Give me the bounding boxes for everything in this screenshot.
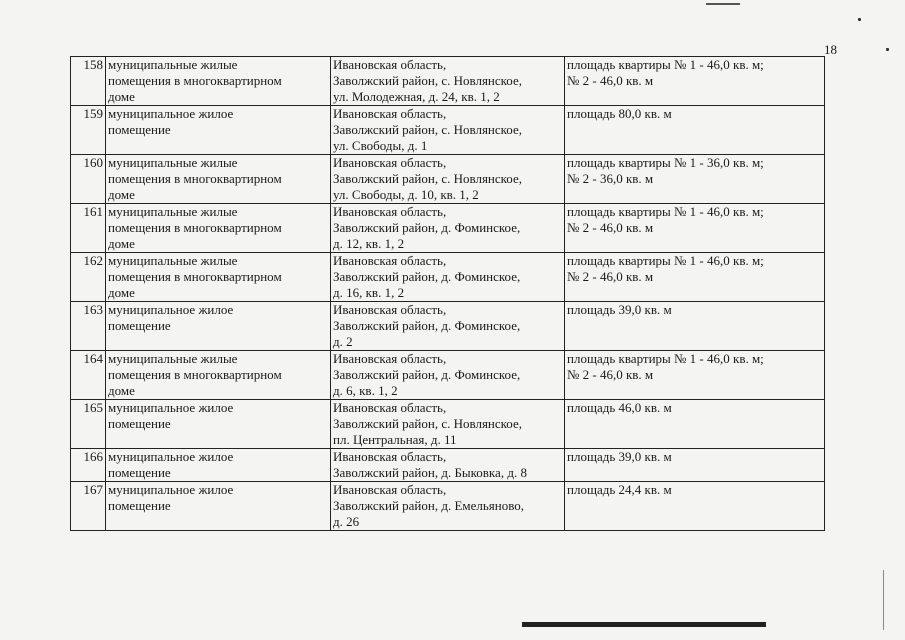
property-type: муниципальное жилое помещение (108, 106, 234, 137)
row-number-cell (71, 253, 106, 302)
property-address: Ивановская область, Заволжский район, д. Фоминское, д. 6, кв. 1, 2 (333, 351, 521, 398)
property-area: площадь квартиры № 1 - 46,0 кв. м; № 2 - 46,0 кв. м (567, 204, 764, 235)
property-area-cell (565, 302, 825, 351)
property-address-cell (331, 351, 565, 400)
row-number: 167 (83, 482, 103, 497)
property-address-cell (331, 155, 565, 204)
property-type-cell (106, 482, 331, 531)
property-area: площадь 24,4 кв. м (567, 482, 672, 497)
table-row (71, 204, 825, 253)
property-address: Ивановская область, Заволжский район, с. Новлянское, ул. Свободы, д. 1 (333, 106, 522, 153)
row-number: 161 (83, 204, 103, 219)
property-area: площадь 39,0 кв. м (567, 449, 672, 464)
scan-speck (858, 18, 861, 21)
row-number: 158 (83, 57, 103, 72)
row-number-cell (71, 400, 106, 449)
property-address: Ивановская область, Заволжский район, с. Новлянское, пл. Центральная, д. 11 (333, 400, 522, 447)
property-type: муниципальные жилые помещения в многоквартирном доме (108, 351, 282, 398)
property-type: муниципальное жилое помещение (108, 302, 234, 333)
property-type-cell (106, 253, 331, 302)
property-area-cell (565, 106, 825, 155)
row-number: 164 (83, 351, 103, 366)
property-type-cell (106, 204, 331, 253)
table-row (71, 482, 825, 531)
scan-mark-bottom (522, 622, 766, 627)
row-number-cell (71, 57, 106, 106)
row-number-cell (71, 449, 106, 482)
property-type-cell (106, 155, 331, 204)
table-row (71, 351, 825, 400)
row-number: 163 (83, 302, 103, 317)
property-area: площадь квартиры № 1 - 36,0 кв. м; № 2 - 36,0 кв. м (567, 155, 764, 186)
property-area: площадь квартиры № 1 - 46,0 кв. м; № 2 - 46,0 кв. м (567, 57, 764, 88)
page-edge-line (883, 570, 884, 630)
property-table (70, 56, 825, 531)
property-address-cell (331, 449, 565, 482)
row-number: 162 (83, 253, 103, 268)
property-address: Ивановская область, Заволжский район, д. Фоминское, д. 12, кв. 1, 2 (333, 204, 521, 251)
property-address: Ивановская область, Заволжский район, д. Фоминское, д. 2 (333, 302, 521, 349)
property-area-cell (565, 351, 825, 400)
property-area-cell (565, 253, 825, 302)
row-number: 166 (83, 449, 103, 464)
property-type-cell (106, 449, 331, 482)
table-row (71, 302, 825, 351)
property-area: площадь 39,0 кв. м (567, 302, 672, 317)
property-address: Ивановская область, Заволжский район, с. Новлянское, ул. Молодежная, д. 24, кв. 1, 2 (333, 57, 522, 104)
property-address: Ивановская область, Заволжский район, д. Фоминское, д. 16, кв. 1, 2 (333, 253, 521, 300)
page-number: 18 (824, 42, 837, 57)
property-address: Ивановская область, Заволжский район, с. Новлянское, ул. Свободы, д. 10, кв. 1, 2 (333, 155, 522, 202)
property-type: муниципальное жилое помещение (108, 400, 234, 431)
property-type-cell (106, 400, 331, 449)
property-area: площадь 80,0 кв. м (567, 106, 672, 121)
row-number: 160 (83, 155, 103, 170)
table-row (71, 400, 825, 449)
property-area-cell (565, 57, 825, 106)
property-type: муниципальные жилые помещения в многоквартирном доме (108, 57, 282, 104)
property-area-cell (565, 155, 825, 204)
property-type: муниципальное жилое помещение (108, 482, 234, 513)
property-area: площадь 46,0 кв. м (567, 400, 672, 415)
table-row (71, 155, 825, 204)
table-row (71, 449, 825, 482)
row-number: 159 (83, 106, 103, 121)
property-type: муниципальные жилые помещения в многоквартирном доме (108, 253, 282, 300)
property-area-cell (565, 204, 825, 253)
property-address-cell (331, 302, 565, 351)
property-area-cell (565, 482, 825, 531)
property-type-cell (106, 106, 331, 155)
property-type-cell (106, 302, 331, 351)
property-type-cell (106, 57, 331, 106)
property-area: площадь квартиры № 1 - 46,0 кв. м; № 2 - 46,0 кв. м (567, 253, 764, 284)
scan-speck (886, 48, 889, 51)
table-row (71, 253, 825, 302)
property-address-cell (331, 106, 565, 155)
property-area: площадь квартиры № 1 - 46,0 кв. м; № 2 - 46,0 кв. м (567, 351, 764, 382)
row-number-cell (71, 302, 106, 351)
property-type-cell (106, 351, 331, 400)
property-address-cell (331, 400, 565, 449)
row-number: 165 (83, 400, 103, 415)
property-address-cell (331, 482, 565, 531)
row-number-cell (71, 482, 106, 531)
table-row (71, 57, 825, 106)
property-address: Ивановская область, Заволжский район, д. Быковка, д. 8 (333, 449, 527, 480)
property-area-cell (565, 449, 825, 482)
row-number-cell (71, 106, 106, 155)
row-number-cell (71, 155, 106, 204)
property-address-cell (331, 57, 565, 106)
property-address-cell (331, 204, 565, 253)
property-area-cell (565, 400, 825, 449)
property-address-cell (331, 253, 565, 302)
table-row (71, 106, 825, 155)
property-type: муниципальное жилое помещение (108, 449, 234, 480)
row-number-cell (71, 204, 106, 253)
scan-mark-top (706, 3, 740, 5)
property-type: муниципальные жилые помещения в многоквартирном доме (108, 155, 282, 202)
property-address: Ивановская область, Заволжский район, д. Емельяново, д. 26 (333, 482, 525, 529)
row-number-cell (71, 351, 106, 400)
property-type: муниципальные жилые помещения в многоквартирном доме (108, 204, 282, 251)
